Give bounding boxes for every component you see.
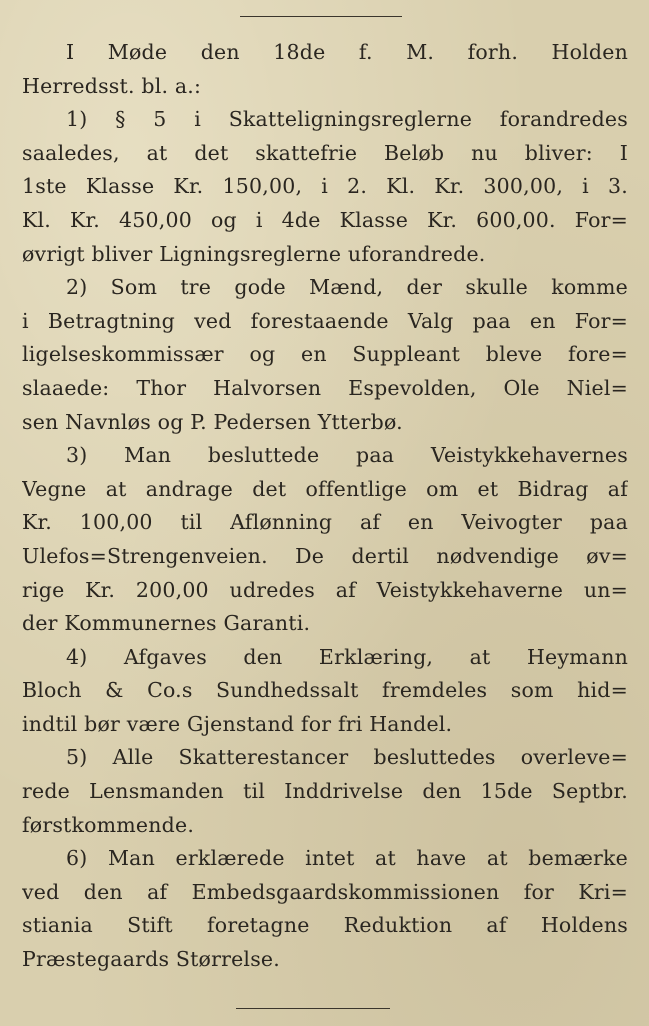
article-line: Bloch & Co.s Sundhedssalt fremdeles som hid=: [22, 678, 628, 703]
article-line: slaaede: Thor Halvorsen Espevolden, Ole Niel=: [22, 375, 628, 400]
item-3-start: 3) Man besluttede paa Veistykkehavernes: [66, 443, 628, 468]
article-line: rige Kr. 200,00 udredes af Veistykkehaverne un=: [22, 577, 628, 602]
article-line: førstkommende.: [22, 812, 195, 837]
item-2-start: 2) Som tre gode Mænd, der skulle komme: [66, 275, 628, 300]
article-line: ved den af Embedsgaardskommissionen for Kri=: [22, 879, 628, 904]
article-line: 1ste Klasse Kr. 150,00, i 2. Kl. Kr. 300,00, i 3.: [22, 174, 628, 199]
item-6-start: 6) Man erklærede intet at have at bemærke: [66, 846, 628, 871]
article-line: sen Navnløs og P. Pedersen Ytterbø.: [22, 409, 403, 434]
article-line: Ulefos=Strengenveien. De dertil nødvendige øv=: [22, 543, 628, 568]
article-line: Præstegaards Størrelse.: [22, 947, 280, 972]
article-line: indtil bør være Gjenstand for fri Handel.: [22, 711, 453, 736]
bottom-divider-rule: [236, 1008, 390, 1009]
article-line: Herredsst. bl. a.:: [22, 73, 202, 98]
article-body: [22, 36, 628, 977]
article-line: I Møde den 18de f. M. forh. Holden: [66, 40, 628, 64]
article-line: Kr. 100,00 til Aflønning af en Veivogter paa: [22, 510, 628, 535]
article-line: i Betragtning ved forestaaende Valg paa en For=: [22, 308, 628, 333]
article-line: Kl. Kr. 450,00 og i 4de Klasse Kr. 600,00. For=: [22, 207, 628, 232]
article-line: ligelseskommissær og en Suppleant bleve fore=: [22, 342, 628, 367]
article-line: Vegne at andrage det offentlige om et Bidrag af: [22, 476, 628, 501]
top-divider-rule: [240, 16, 402, 17]
article-line: stiania Stift foretagne Reduktion af Holdens: [22, 913, 628, 938]
article-line: øvrigt bliver Ligningsreglerne uforandrede.: [22, 241, 486, 266]
article-line: rede Lensmanden til Inddrivelse den 15de Septbr.: [22, 779, 628, 804]
article-line: der Kommunernes Garanti.: [22, 611, 311, 636]
article-line: saaledes, at det skattefrie Beløb nu bliver: I: [22, 140, 628, 165]
item-4-start: 4) Afgaves den Erklæring, at Heymann: [66, 644, 628, 669]
item-5-start: 5) Alle Skatterestancer besluttedes overleve=: [66, 745, 628, 770]
item-1-start: 1) § 5 i Skatteligningsreglerne forandredes: [66, 107, 628, 132]
